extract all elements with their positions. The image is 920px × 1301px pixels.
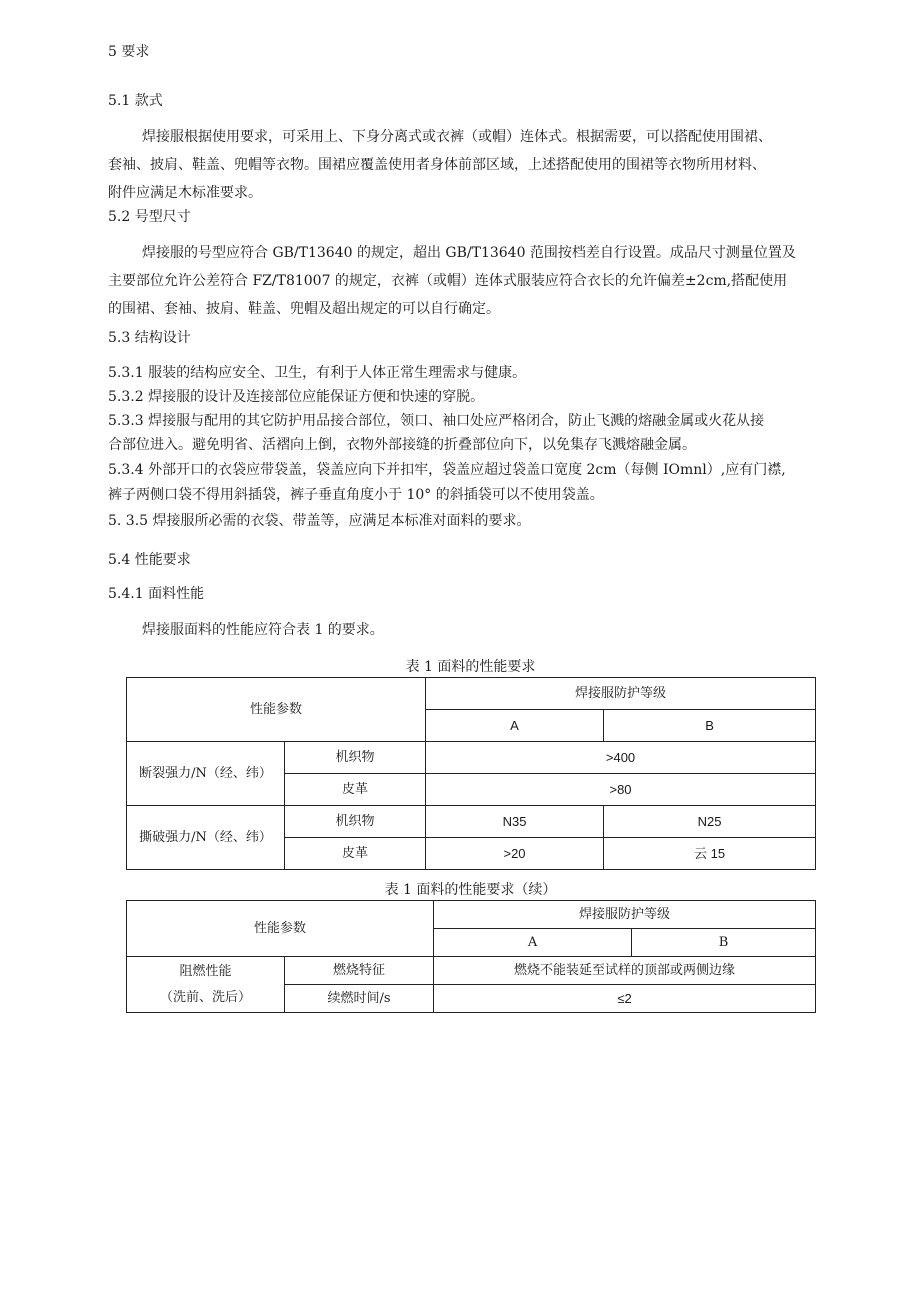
grade-b-header: B — [632, 929, 816, 957]
section-5-4-1-text: 焊接服面料的性能应符合表 1 的要求。 — [142, 622, 384, 638]
clause-5-3-1: 5.3.1 服装的结构应安全、卫生，有利于人体正常生理需求与健康。 — [108, 365, 527, 381]
clause-5-3-4-cont: 裤子两侧口袋不得用斜插袋，裤子垂直角度小于 10° 的斜插袋可以不使用袋盖。 — [108, 487, 604, 503]
group-name — [127, 957, 285, 1013]
clause-5-3-3: 5.3.3 焊接服与配用的其它防护用品接合部位，领口、袖口处应严格闭合，防止飞溅的熔融金属或火花从接 — [108, 413, 765, 429]
section-5-2-paragraph — [108, 239, 828, 323]
table-1-caption: 表 1 面料的性能要求 — [405, 659, 536, 675]
value-cell: ≤2 — [434, 985, 816, 1013]
clause-5-3-5: 5. 3.5 焊接服所必需的衣袋、带盖等，应满足本标准对面料的要求。 — [108, 513, 531, 529]
value-cell: >80 — [426, 774, 816, 806]
paragraph-line: 的围裙、套袖、披肩、鞋盖、兜帽及超出规定的可以自行确定。 — [108, 301, 500, 317]
paragraph-line: 主要部位允许公差符合 FZ/T81007 的规定，衣裤（或帽）连体式服装应符合衣长的允许偏差±2cm,搭配使用 — [108, 273, 788, 289]
section-5-heading: 5 要求 — [108, 44, 150, 60]
grade-header: 焊接服防护等级 — [434, 901, 816, 929]
param-header: 性能参数 — [127, 901, 434, 957]
group-name-line: （洗前、洗后） — [159, 989, 251, 1005]
value-cell: >400 — [426, 742, 816, 774]
value-cell-b: 云 15 — [604, 838, 816, 870]
material-cell: 机织物 — [285, 742, 426, 774]
grade-header: 焊接服防护等级 — [426, 678, 816, 710]
group-name-line: 阻燃性能 — [179, 963, 232, 979]
grade-b-header: B — [604, 710, 816, 742]
value-cell-b: N25 — [604, 806, 816, 838]
group-name: 撕破强力/N（经、纬） — [127, 806, 285, 870]
table-1 — [126, 677, 816, 870]
clause-5-3-3-cont: 合部位进入。避免明省、活褶向上倒，衣物外部接缝的折叠部位向下，以免集存飞溅熔融金属。 — [108, 437, 696, 453]
section-5-4-1-heading: 5.4.1 面料性能 — [108, 586, 205, 602]
section-5-1-heading: 5.1 款式 — [108, 93, 163, 109]
value-cell-a: N35 — [426, 806, 604, 838]
material-cell: 机织物 — [285, 806, 426, 838]
table-1-continued — [126, 900, 816, 1013]
group-name: 断裂强力/N（经、纬） — [127, 742, 285, 806]
section-5-2-heading: 5.2 号型尺寸 — [108, 209, 191, 225]
clause-5-3-4: 5.3.4 外部开口的衣袋应带袋盖，袋盖应向下并扣牢，袋盖应超过袋盖口宽度 2cm（每侧 IOmnl）,应有门襟, — [108, 462, 786, 478]
section-5-4-heading: 5.4 性能要求 — [108, 552, 191, 568]
section-5-3-heading: 5.3 结构设计 — [108, 330, 191, 346]
grade-a-header: A — [426, 710, 604, 742]
material-cell: 皮革 — [285, 774, 426, 806]
clause-5-3-2: 5.3.2 焊接服的设计及连接部位应能保证方便和快速的穿脱。 — [108, 389, 485, 405]
item-cell: 续燃时间/s — [285, 985, 434, 1013]
item-cell: 燃烧特征 — [285, 957, 434, 985]
value-cell: 燃烧不能装延至试样的顶部或两侧边缘 — [434, 957, 816, 985]
paragraph-line: 套袖、披肩、鞋盖、兜帽等衣物。围裙应覆盖使用者身体前部区域，上述搭配使用的围裙等衣物所用材料、 — [108, 157, 766, 173]
section-5-1-paragraph — [108, 123, 828, 207]
material-cell: 皮革 — [285, 838, 426, 870]
paragraph-line: 附件应满足木标准要求。 — [108, 185, 262, 201]
param-header: 性能参数 — [127, 678, 426, 742]
value-cell-a: >20 — [426, 838, 604, 870]
table-1-cont-caption: 表 1 面料的性能要求（续） — [384, 882, 557, 898]
paragraph-line: 焊接服的号型应符合 GB/T13640 的规定，超出 GB/T13640 范围按档差自行设置。成品尺寸测量位置及 — [142, 245, 796, 261]
paragraph-line: 焊接服根据使用要求，可采用上、下身分离式或衣裤（或帽）连体式。根据需要，可以搭配使用围裙、 — [142, 129, 772, 145]
grade-a-header: A — [434, 929, 632, 957]
